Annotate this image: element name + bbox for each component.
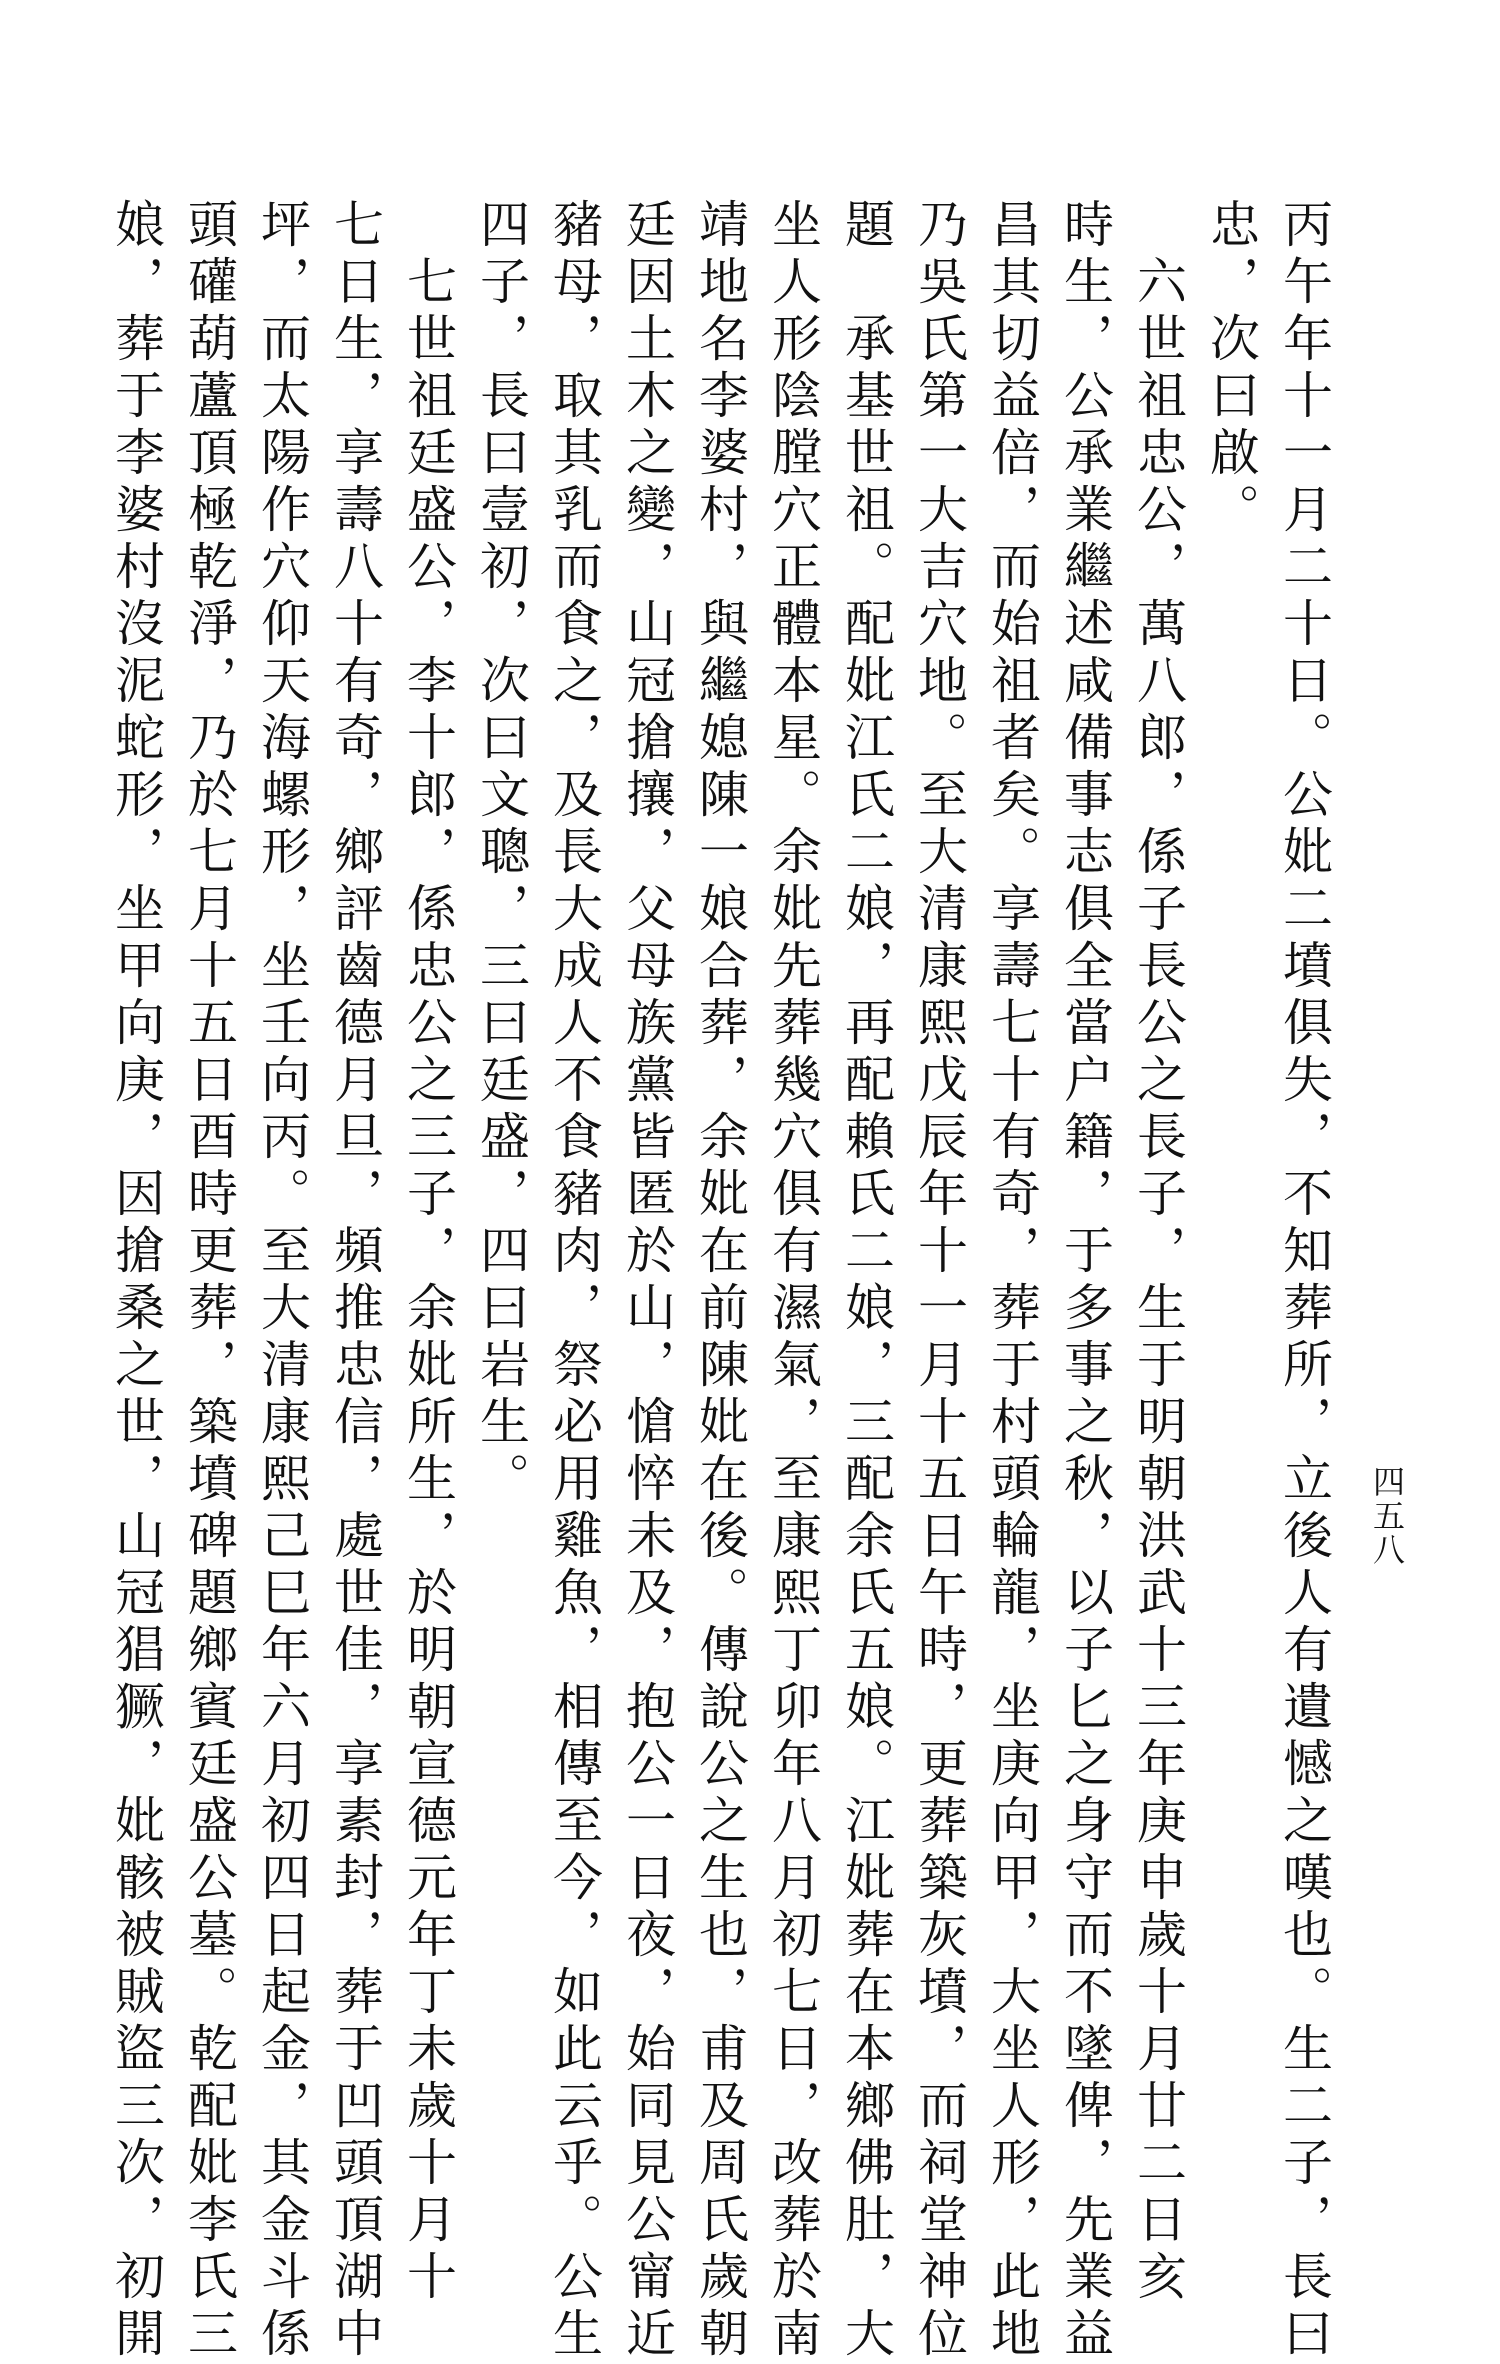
page-number: 四五八 <box>1368 1465 1406 1567</box>
text-column: 娘，葬于李婆村沒泥蛇形，坐甲向庚，因搶桑之世，山冠猖獗，妣骸被賊盜三次，初開 <box>107 198 165 2364</box>
text-column: 廷因土木之變，山冠搶攘，父母族黨皆匿於山，愴悴未及，抱公一日夜，始同見公甯近 <box>618 198 676 2364</box>
text-column: 題 承基世祖。配妣江氏二娘，再配賴氏二娘，三配余氏五娘。江妣葬在本鄉佛肚，大 <box>837 198 895 2364</box>
text-column: 靖地名李婆村，與繼媳陳一娘合葬，余妣在前陳妣在後。傳說公之生也，甫及周氏歲朝 <box>691 198 749 2364</box>
text-column: 六世祖忠公，萬八郎，係子長公之長子，生于明朝洪武十三年庚申歲十月廿二日亥 <box>1129 198 1187 2307</box>
text-column: 丙午年十一月二十日。公妣二墳俱失，不知葬所，立後人有遺憾之嘆也。生二子，長曰 <box>1275 198 1333 2364</box>
text-column: 頭礶葫蘆頂極乾淨，乃於七月十五日酉時更葬，築墳碑題鄉賓廷盛公墓。乾配妣李氏三 <box>180 198 238 2364</box>
text-column: 豬母，取其乳而食之，及長大成人不食豬肉，祭必用雞魚，相傳至今，如此云乎。公生 <box>545 198 603 2364</box>
text-column: 昌其切益倍，而始祖者矣。享壽七十有奇，葬于村頭輪龍，坐庚向甲，大坐人形，此地 <box>983 198 1041 2364</box>
text-column: 七世祖廷盛公，李十郎，係忠公之三子，余妣所生，於明朝宣德元年丁未歲十月十 <box>399 198 457 2307</box>
text-column: 時生，公承業繼述咸備事志俱全當户籍，于多事之秋，以子匕之身守而不墜俾，先業益 <box>1056 198 1114 2364</box>
text-column: 四子，長曰壹初，次曰文聰，三曰廷盛，四曰岩生。 <box>472 198 530 1509</box>
text-column: 坐人形陰膛穴正體本星。余妣先葬幾穴俱有濕氣，至康熙丁卯年八月初七日，改葬於南 <box>764 198 822 2364</box>
text-column: 忠，次曰啟。 <box>1202 198 1260 540</box>
vertical-text-body <box>107 198 1340 2364</box>
text-column: 坪，而太陽作穴仰天海螺形，坐壬向丙。至大清康熙己巳年六月初四日起金，其金斗係 <box>253 198 311 2364</box>
text-column: 乃吳氏第一大吉穴地。至大清康熙戊辰年十一月十五日午時，更葬築灰墳，而祠堂神位 <box>910 198 968 2364</box>
text-column: 七日生，享壽八十有奇，鄉評齒德月旦，頻推忠信，處世佳，享素封，葬于凹頭頂湖中 <box>326 198 384 2364</box>
